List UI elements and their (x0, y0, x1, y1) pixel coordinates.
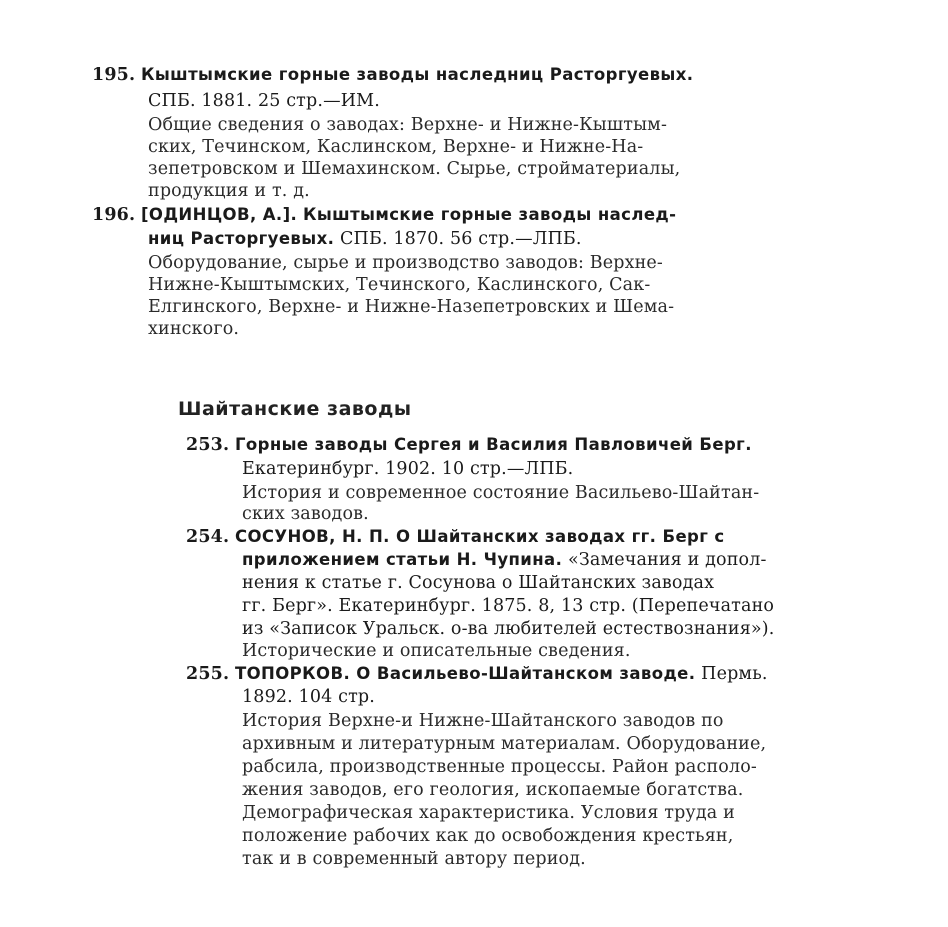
entry-254-line-2 (242, 549, 767, 571)
entry-255-desc-line: так и в современный автору период. (242, 849, 586, 869)
entry-author: [ОДИНЦОВ, А.]. (140, 205, 298, 224)
entry-title: Кыштымские горные заводы наследниц Расторгуевых. (140, 65, 694, 84)
entry-title-cont: ниц Расторгуевых. (148, 229, 335, 248)
entry-254-line: нения к статье г. Сосунова о Шайтанских заводах (242, 573, 715, 593)
entry-196-heading-line (92, 204, 676, 226)
entry-author-title: ТОПОРКОВ. О Васильево-Шайтанском заводе. (234, 664, 696, 683)
entry-255-publication: 1892. 104 стр. (242, 687, 375, 707)
entry-254-line: из «Записок Уральск. о-ва любителей естествознания»). (242, 619, 775, 639)
entry-196-title-continued (148, 228, 582, 250)
entry-number: 253. (186, 435, 230, 455)
entry-255-heading-line (186, 663, 768, 685)
entry-255-desc-line: История Верхне-и Нижне-Шайтанского заводов по (242, 711, 724, 731)
entry-255-desc-line: жения заводов, его геология, ископаемые богатства. (242, 780, 744, 800)
entry-255-desc-line: рабсила, производственные процессы. Район располо- (242, 757, 757, 777)
entry-number: 255. (186, 664, 230, 684)
entry-195-desc-line: зепетровском и Шемахинском. Сырье, стройматериалы, (148, 159, 681, 179)
entry-255-desc-line: Демографическая характеристика. Условия труда и (242, 803, 735, 823)
entry-text: «Замечания и допол- (567, 550, 767, 570)
entry-195-publication: СПБ. 1881. 25 стр.—ИМ. (148, 91, 380, 111)
entry-254-heading-line (186, 526, 725, 548)
entry-255-desc-line: положение рабочих как до освобождения крестьян, (242, 826, 734, 846)
entry-number: 196. (92, 205, 136, 225)
entry-253-publication: Екатеринбург. 1902. 10 стр.—ЛПБ. (242, 459, 574, 479)
entry-number: 254. (186, 527, 230, 547)
entry-author-title: СОСУНОВ, Н. П. О Шайтанских заводах гг. Берг с (234, 527, 725, 546)
section-heading: Шайтанские заводы (178, 398, 412, 420)
entry-196-desc-line: Елгинского, Верхне- и Нижне-Назепетровских и Шема- (148, 297, 675, 317)
entry-number: 195. (92, 65, 136, 85)
entry-title: Кыштымские горные заводы наслед- (302, 205, 677, 224)
entry-253-heading-line (186, 434, 752, 456)
entry-title-cont: приложением статьи Н. Чупина. (242, 550, 563, 569)
entry-254-line: Исторические и описательные сведения. (242, 641, 631, 661)
entry-254-line: гг. Берг». Екатеринбург. 1875. 8, 13 стр. (Перепечатано (242, 596, 775, 616)
entry-196-desc-line: хинского. (148, 319, 240, 339)
entry-253-desc-line: ских заводов. (242, 504, 369, 524)
entry-255-desc-line: архивным и литературным материалам. Оборудование, (242, 734, 767, 754)
entry-196-desc-line: Оборудование, сырье и производство заводов: Верхне- (148, 253, 663, 273)
entry-publication: СПБ. 1870. 56 стр.—ЛПБ. (340, 229, 582, 249)
entry-195-heading-line (92, 64, 693, 86)
entry-place: Пермь. (701, 664, 768, 684)
entry-253-desc-line: История и современное состояние Васильево-Шайтан- (242, 483, 760, 503)
entry-195-desc-line: продукция и т. д. (148, 181, 310, 201)
entry-195-desc-line: Общие сведения о заводах: Верхне- и Нижне-Кыштым- (148, 115, 668, 135)
entry-195-desc-line: ских, Течинском, Каслинском, Верхне- и Нижне-На- (148, 137, 644, 157)
entry-196-desc-line: Нижне-Кыштымских, Течинского, Каслинского, Сак- (148, 275, 651, 295)
entry-title: Горные заводы Сергея и Василия Павловичей Берг. (234, 435, 752, 454)
